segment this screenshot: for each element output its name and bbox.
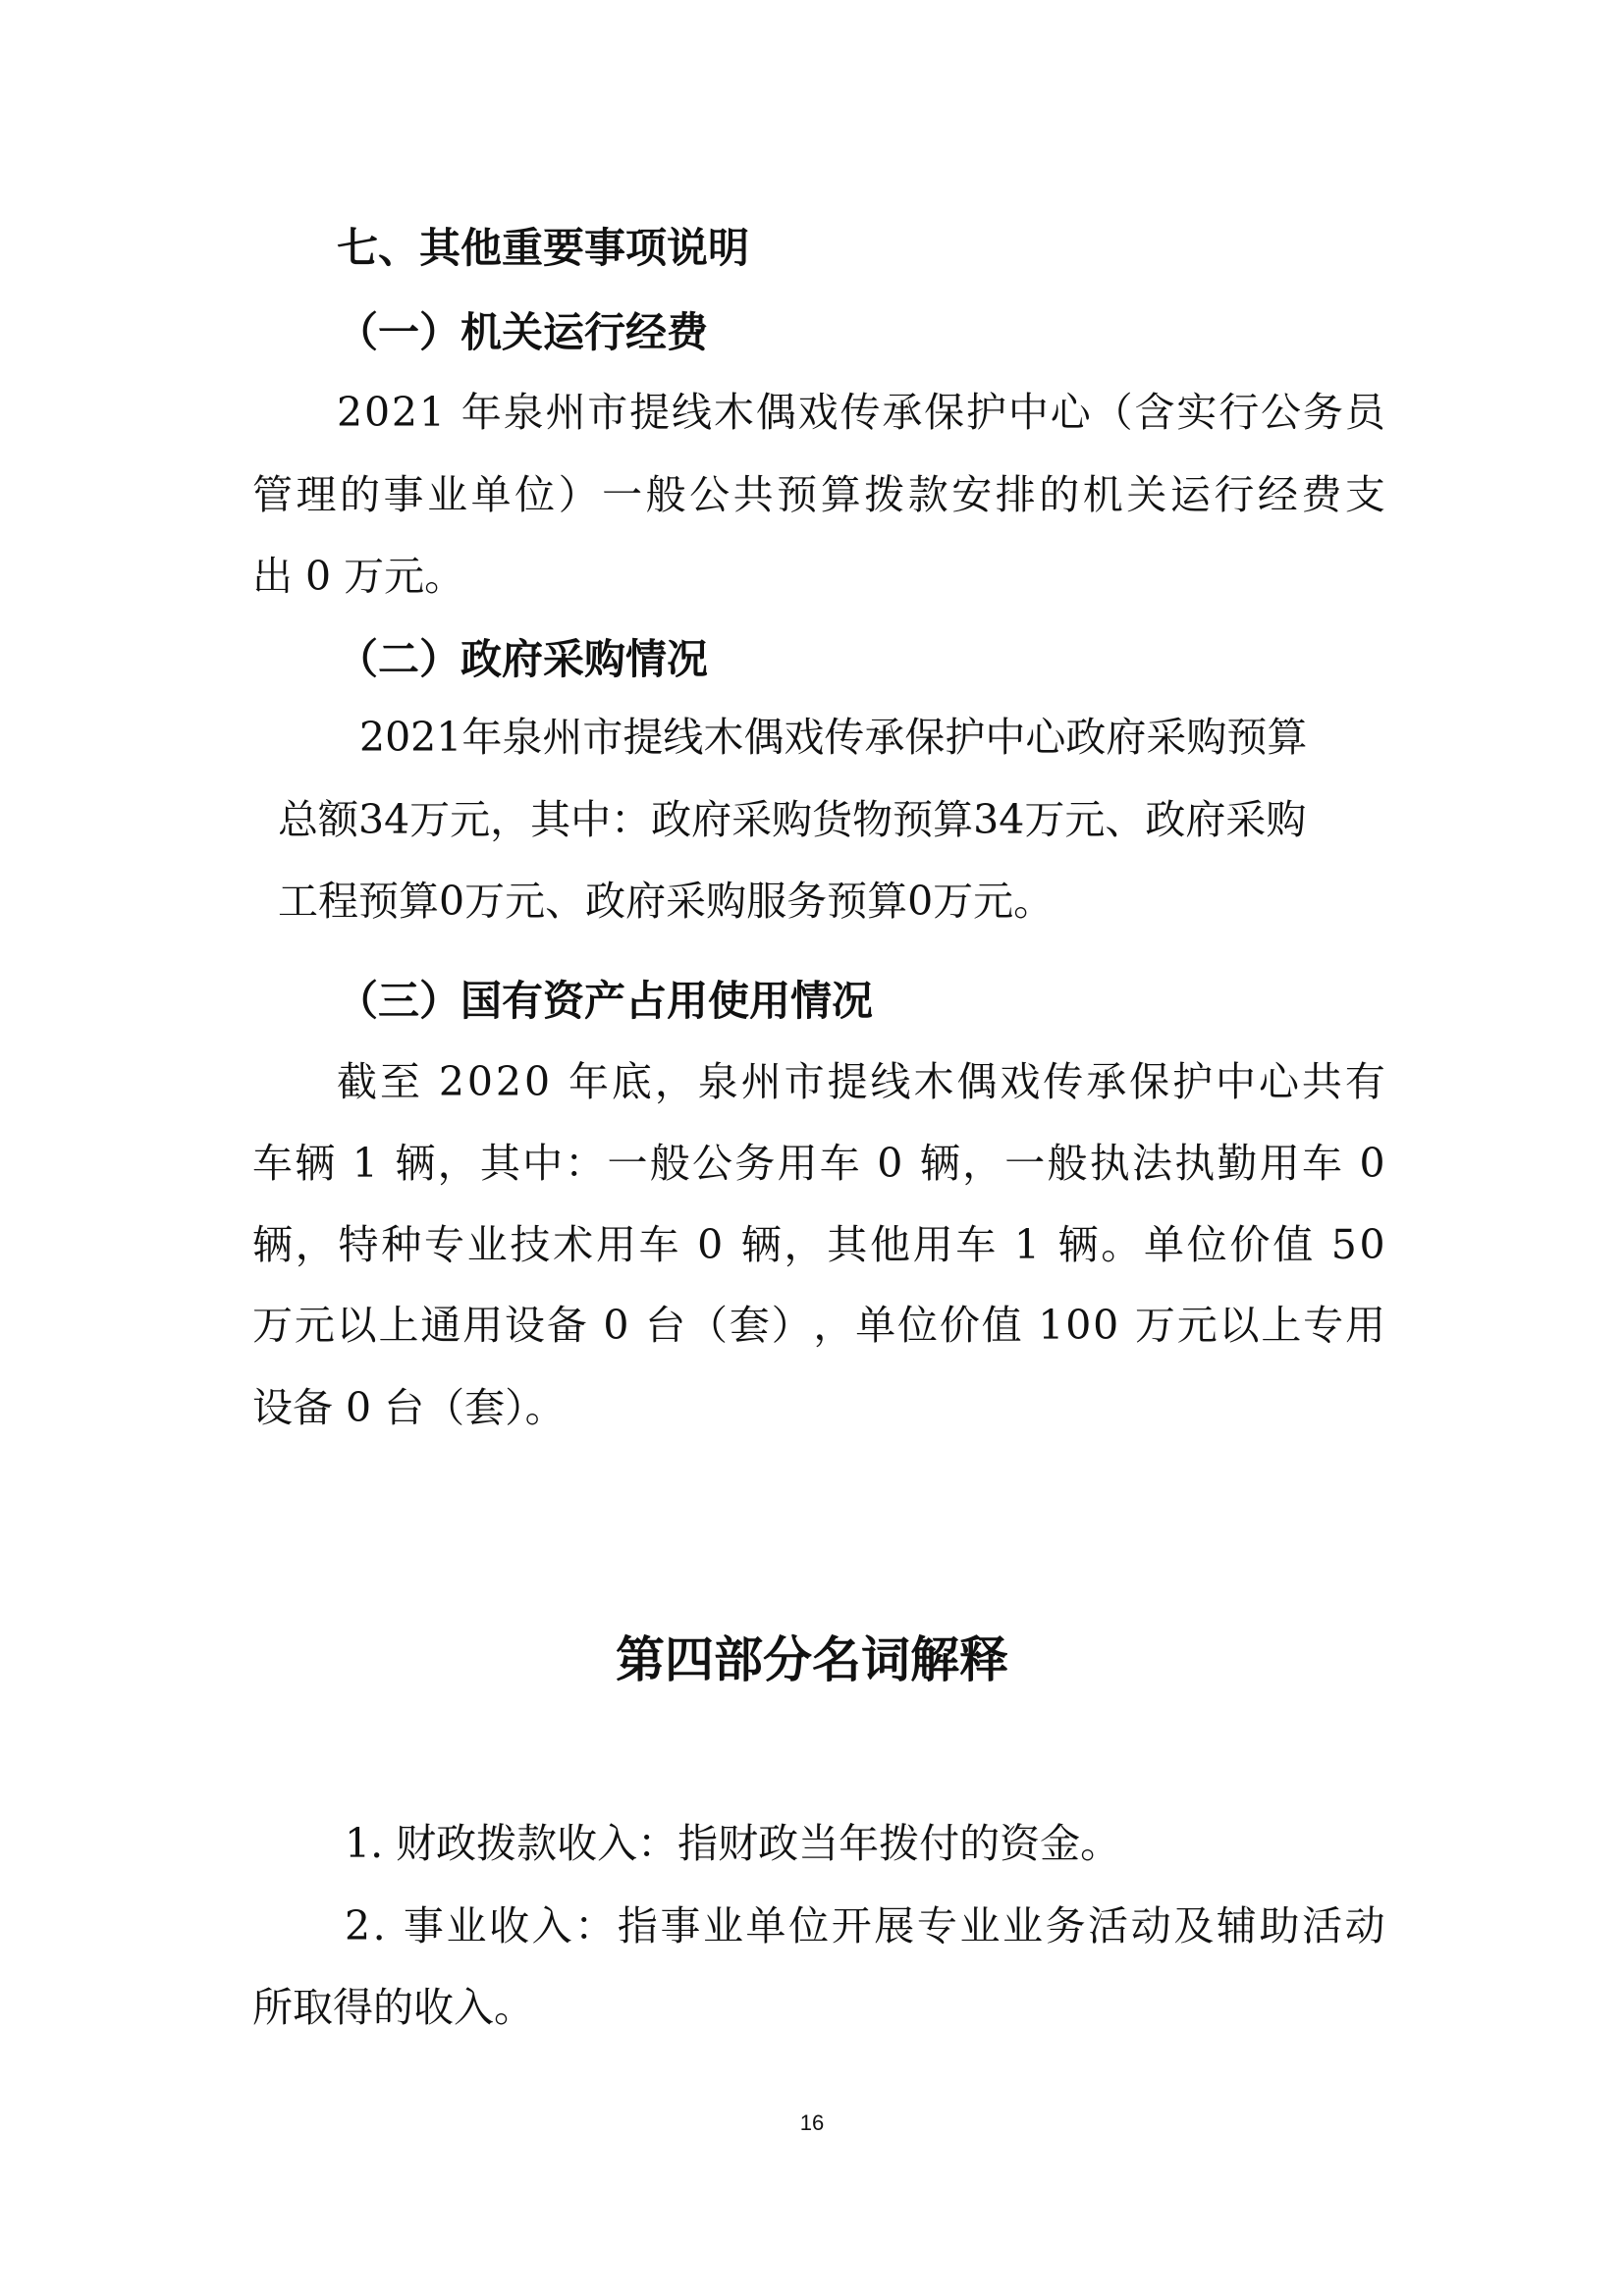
definition-line: 1. 财政拨款收入：指财政当年拨付的资金。 [345, 1820, 1121, 1867]
part-title: 第四部分名词解释 [616, 1631, 1008, 1688]
subsection-heading-1: （一）机关运行经费 [337, 308, 709, 356]
page-number: 16 [799, 2110, 825, 2135]
paragraph-line: 出 0 万元。 [252, 553, 465, 600]
paragraph-line: 2021年泉州市提线木偶戏传承保护中心政府采购预算 [359, 714, 1308, 761]
paragraph-line: 2 0 2 1 年 泉 州 市 提 线 木 偶 戏 传 承 保 护 中 心 （ 含 实 行 公 务 员 [337, 389, 1385, 436]
definition-line: 2 . 事 业 收 入 ： 指 事 业 单 位 开 展 专 业 业 务 活 动 及 辅 助 活 动 [345, 1902, 1385, 1949]
paragraph-line: 总额34万元，其中：政府采购货物预算34万元、政府采购 [278, 796, 1307, 843]
subsection-heading-2: （二）政府采购情况 [337, 635, 709, 683]
section-heading: 七、其他重要事项说明 [337, 224, 750, 272]
paragraph-line: 管 理 的 事 业 单 位 ） 一 般 公 共 预 算 拨 款 安 排 的 机 关 运 行 经 费 支 [252, 471, 1385, 518]
paragraph-line: 车 辆 1 辆 ， 其 中 ： 一 般 公 务 用 车 0 辆 ， 一 般 执 法 执 勤 用 车 0 [252, 1140, 1385, 1187]
paragraph-line: 工程预算0万元、政府采购服务预算0万元。 [278, 878, 1055, 925]
subsection-heading-3: （三）国有资产占用使用情况 [337, 977, 874, 1025]
paragraph-line: 截 至 2 0 2 0 年 底 ， 泉 州 市 提 线 木 偶 戏 传 承 保 护 中 心 共 有 [337, 1058, 1385, 1105]
paragraph-line: 万 元 以 上 通 用 设 备 0 台 （ 套 ） ， 单 位 价 值 1 0 0 万 元 以 上 专 用 [252, 1302, 1385, 1349]
paragraph-line: 设备 0 台（套）。 [252, 1384, 566, 1431]
definition-line: 所取得的收入。 [252, 1984, 534, 2031]
paragraph-line: 辆 ， 特 种 专 业 技 术 用 车 0 辆 ， 其 他 用 车 1 辆 。 单 位 价 值 5 0 [252, 1221, 1385, 1268]
